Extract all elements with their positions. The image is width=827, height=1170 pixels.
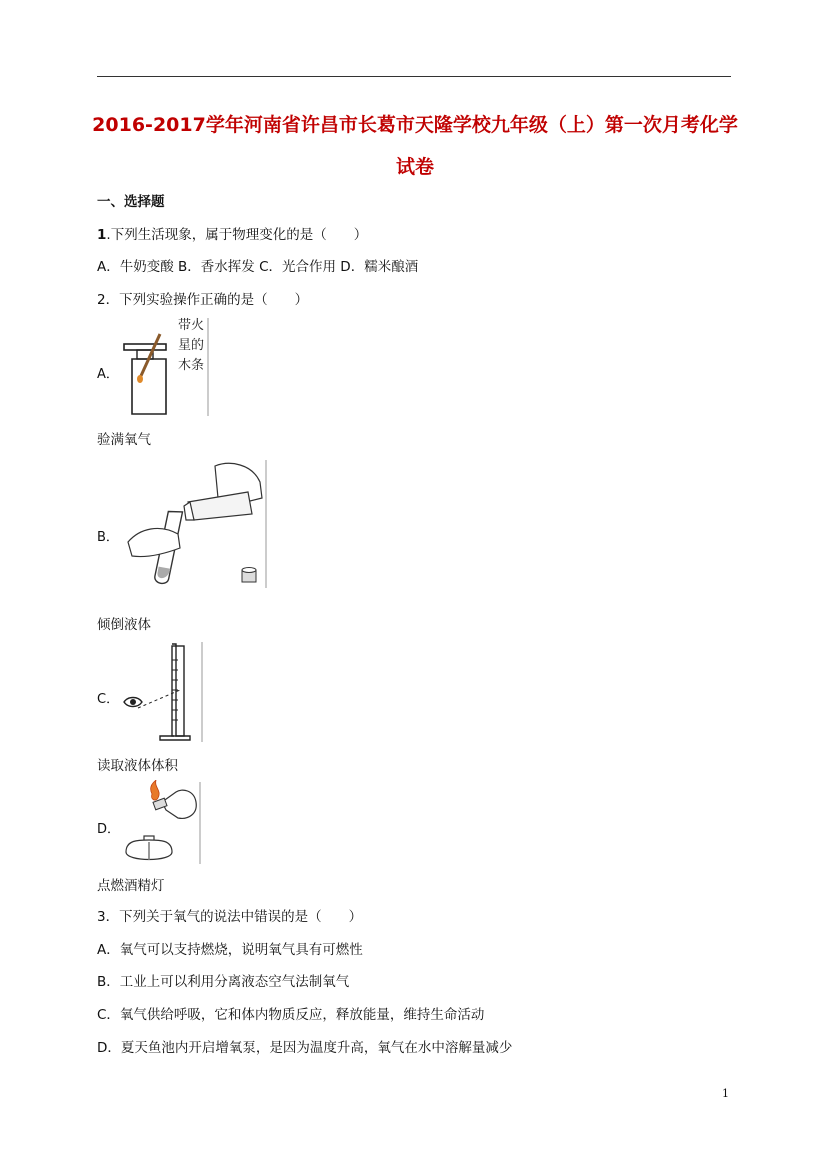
q2-option-a-caption: 验满氧气 bbox=[97, 432, 151, 448]
question-1-text: .下列生活现象，属于物理变化的是（ ） bbox=[106, 227, 368, 243]
q2-option-b-figure bbox=[120, 458, 270, 590]
doc-title-line1: 2016-2017学年河南省许昌市长葛市天隆学校九年级（上）第一次月考化学 bbox=[92, 114, 738, 136]
section-heading: 一、选择题 bbox=[97, 194, 165, 210]
question-1-stem bbox=[97, 226, 367, 244]
question-3-option-c: C．氧气供给呼吸，它和体内物质反应，释放能量，维持生命活动 bbox=[97, 1007, 485, 1023]
q2-option-b-caption: 倾倒液体 bbox=[97, 617, 151, 633]
q2-option-c-caption: 读取液体体积 bbox=[97, 758, 178, 774]
question-2-stem: 2．下列实验操作正确的是（ ） bbox=[97, 292, 309, 308]
q2-option-b-letter: B． bbox=[97, 530, 119, 545]
question-1-options: A．牛奶变酸 B．香水挥发 C．光合作用 D．糯米酿酒 bbox=[97, 259, 419, 275]
q2-option-d-caption: 点燃酒精灯 bbox=[97, 878, 165, 894]
fig-a-text-3: 木条 bbox=[178, 358, 205, 373]
question-3-stem: 3．下列关于氧气的说法中错误的是（ ） bbox=[97, 909, 363, 925]
question-3-option-b: B．工业上可以利用分离液态空气法制氧气 bbox=[97, 974, 350, 990]
fig-a-text-1: 带火 bbox=[178, 318, 205, 333]
question-3-option-a: A．氧气可以支持燃烧，说明氧气具有可燃性 bbox=[97, 942, 363, 958]
q2-option-a-letter: A． bbox=[97, 367, 119, 382]
q2-option-c-figure bbox=[120, 640, 204, 744]
q2-option-d-figure bbox=[118, 780, 204, 866]
page-number: 1 bbox=[722, 1087, 729, 1100]
header-rule bbox=[97, 76, 731, 77]
fig-a-text-2: 星的 bbox=[178, 338, 205, 353]
q2-option-c-letter: C． bbox=[97, 692, 120, 707]
q2-option-a-figure bbox=[120, 316, 212, 418]
q2-option-d-letter: D． bbox=[97, 822, 121, 837]
question-3-option-d: D．夏天鱼池内开启增氧泵，是因为温度升高，氧气在水中溶解量减少 bbox=[97, 1040, 513, 1056]
question-1-number: 1 bbox=[97, 227, 107, 243]
doc-title-line2: 试卷 bbox=[395, 156, 434, 178]
